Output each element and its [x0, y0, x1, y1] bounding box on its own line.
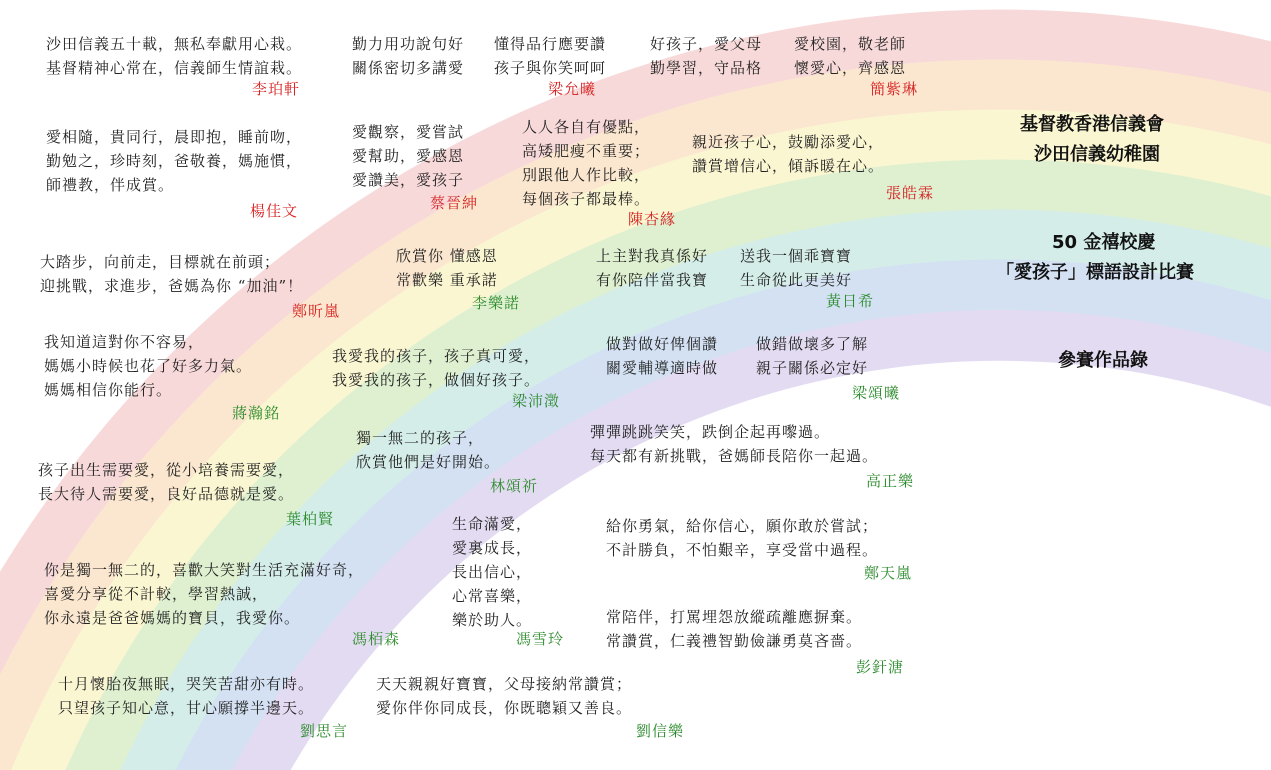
slogan-line: 懷愛心，齊感恩: [794, 59, 907, 77]
author-name: 鄭昕嵐: [292, 302, 341, 320]
slogan-line: 欣賞他們是好開始。: [356, 453, 501, 471]
slogan-line: 生命滿愛，: [452, 515, 533, 533]
slogan-line: 師禮教，伴成賞。: [46, 176, 175, 194]
author-name: 葉柏賢: [286, 510, 335, 528]
collection-title: 參賽作品錄: [1058, 350, 1148, 371]
slogan-line: 愛你伴你同成長，你既聰穎又善良。: [376, 699, 633, 717]
slogan-line: 關係密切多講愛: [352, 59, 465, 77]
slogan-entry: [590, 420, 878, 468]
slogan-entry: [692, 130, 884, 178]
slogan-entry: [44, 558, 364, 630]
slogan-line: 孩子與你笑呵呵: [494, 59, 607, 77]
slogan-entry: [352, 120, 464, 192]
slogan-line: 迎挑戰，求進步，爸媽為你 “加油”！: [40, 277, 304, 295]
slogan-entry: [794, 32, 906, 80]
slogan-line: 樂於助人。: [452, 611, 533, 629]
slogan-line: 愛裏成長，: [452, 539, 533, 557]
slogan-line: 生命從此更美好: [740, 271, 853, 289]
slogan-line: 勤勉之，珍時刻，爸敬養，媽施慣，: [46, 152, 303, 170]
slogan-line: 常陪伴，打罵埋怨放縱疏離應摒棄。: [606, 608, 863, 626]
slogan-line: 愛觀察，愛嘗試: [352, 123, 465, 141]
slogan-entry: [596, 244, 708, 292]
slogan-line: 讚賞增信心，傾訴暖在心。: [692, 157, 885, 175]
slogan-line: 大踏步，向前走，目標就在前頭；: [40, 253, 281, 271]
author-name: 馮栢森: [352, 630, 401, 648]
slogan-line: 我愛我的孩子，做個好孩子。: [332, 371, 541, 389]
slogan-line: 獨一無二的孩子，: [356, 429, 485, 447]
slogan-line: 彈彈跳跳笑笑，跌倒企起再嚟過。: [590, 423, 831, 441]
slogan-line: 親子關係必定好: [756, 359, 869, 377]
slogan-line: 別跟他人作比較，: [522, 166, 651, 184]
author-name: 梁沛澂: [512, 392, 561, 410]
slogan-line: 每天都有新挑戰，爸媽師長陪你一起過。: [590, 447, 879, 465]
author-name: 簡紫琳: [870, 80, 919, 98]
slogan-entry: [494, 32, 606, 80]
slogan-line: 好孩子，愛父母: [650, 35, 763, 53]
slogan-line: 心常喜樂，: [452, 587, 533, 605]
author-name: 高正樂: [866, 472, 915, 490]
slogan-line: 長大待人需要愛，良好品德就是愛。: [38, 485, 295, 503]
author-name: 劉信樂: [636, 722, 685, 740]
slogan-entry: [376, 672, 632, 720]
slogan-entry: [606, 514, 878, 562]
slogan-line: 天天親親好寶寶，父母接納常讚賞；: [376, 675, 633, 693]
slogan-line: 愛幫助，愛感恩: [352, 147, 465, 165]
slogan-line: 高矮肥瘦不重要；: [522, 142, 651, 160]
slogan-line: 只望孩子知心意，甘心願撐半邊天。: [58, 699, 315, 717]
author-name: 黃日希: [826, 292, 875, 310]
slogan-entry: [356, 426, 500, 474]
slogan-entry: [58, 672, 314, 720]
slogan-line: 常歡樂 重承諾: [396, 271, 498, 289]
author-name: 彭釬溏: [856, 658, 905, 676]
slogan-entry: [756, 332, 868, 380]
slogan-line: 我知道這對你不容易，: [44, 333, 205, 351]
slogan-line: 每個孩子都最棒。: [522, 190, 651, 208]
slogan-line: 懂得品行應要讚: [494, 35, 607, 53]
slogan-line: 喜愛分享從不計較，學習熱誠，: [44, 585, 269, 603]
author-name: 蔡晉紳: [430, 194, 479, 212]
slogan-line: 給你勇氣，給你信心，願你敢於嘗試；: [606, 517, 879, 535]
slogan-entry: [606, 605, 862, 653]
slogan-line: 上主對我真係好: [596, 247, 709, 265]
slogan-line: 有你陪伴當我寶: [596, 271, 709, 289]
slogan-line: 長出信心，: [452, 563, 533, 581]
slogan-line: 沙田信義五十載，無私奉獻用心栽。: [46, 35, 303, 53]
slogan-line: 孩子出生需要愛，從小培養需要愛，: [38, 461, 295, 479]
slogan-entry: [46, 125, 302, 197]
slogan-line: 媽媽小時候也花了好多力氣。: [44, 357, 253, 375]
slogan-entry: [46, 32, 302, 80]
slogan-line: 勤力用功說句好: [352, 35, 465, 53]
slogan-line: 我愛我的孩子，孩子真可愛，: [332, 347, 541, 365]
slogan-entry: [44, 330, 252, 402]
slogan-entry: [396, 244, 498, 292]
slogan-entry: [38, 458, 294, 506]
slogan-entry: [650, 32, 762, 80]
author-name: 陳杏緣: [628, 210, 677, 228]
author-name: 劉思言: [300, 722, 349, 740]
author-name: 梁頌曦: [852, 384, 901, 402]
slogan-line: 人人各自有優點，: [522, 118, 651, 136]
slogan-entry: [352, 32, 464, 80]
author-name: 梁允曦: [548, 80, 597, 98]
author-name: 蔣瀚銘: [232, 404, 281, 422]
slogan-line: 做錯做壞多了解: [756, 335, 869, 353]
author-name: 李樂諾: [472, 294, 521, 312]
slogan-entry: [40, 250, 303, 298]
slogan-line: 親近孩子心，鼓勵添愛心，: [692, 133, 885, 151]
slogan-line: 基督精神心常在，信義師生情誼栽。: [46, 59, 303, 77]
slogan-entry: [740, 244, 852, 292]
author-name: 馮雪玲: [516, 630, 565, 648]
slogan-line: 你是獨一無二的，喜歡大笑對生活充滿好奇，: [44, 561, 365, 579]
slogan-line: 愛校園，敬老師: [794, 35, 907, 53]
author-name: 張皓霖: [886, 184, 935, 202]
slogan-entry: [522, 115, 650, 211]
slogan-line: 欣賞你 懂感恩: [396, 247, 498, 265]
author-name: 李珀軒: [252, 80, 301, 98]
slogan-line: 媽媽相信你能行。: [44, 381, 173, 399]
school-title: 沙田信義幼稚園: [1034, 144, 1160, 165]
anniversary-title: 50 金禧校慶: [1052, 232, 1156, 253]
slogan-line: 常讚賞，仁義禮智勤儉謙勇莫吝嗇。: [606, 632, 863, 650]
author-name: 楊佳文: [250, 202, 299, 220]
competition-title: 「愛孩子」標語設計比賽: [996, 262, 1194, 283]
slogan-line: 愛相隨，貴同行，晨即抱，睡前吻，: [46, 128, 303, 146]
slogan-line: 你永遠是爸爸媽媽的寶貝，我愛你。: [44, 609, 301, 627]
author-name: 鄭天嵐: [864, 564, 913, 582]
slogan-entry: [332, 344, 540, 392]
slogan-line: 做對做好俾個讚: [606, 335, 719, 353]
slogan-line: 愛讚美，愛孩子: [352, 171, 465, 189]
slogan-entry: [452, 512, 532, 632]
author-name: 林頌祈: [490, 477, 539, 495]
slogan-line: 勤學習，守品格: [650, 59, 763, 77]
org-title: 基督教香港信義會: [1020, 114, 1164, 135]
slogan-line: 十月懷胎夜無眠，哭笑苦甜亦有時。: [58, 675, 315, 693]
slogan-entry: [606, 332, 718, 380]
slogan-line: 不計勝負，不怕艱辛，享受當中過程。: [606, 541, 879, 559]
slogan-line: 關愛輔導適時做: [606, 359, 719, 377]
slogan-line: 送我一個乖寶寶: [740, 247, 853, 265]
